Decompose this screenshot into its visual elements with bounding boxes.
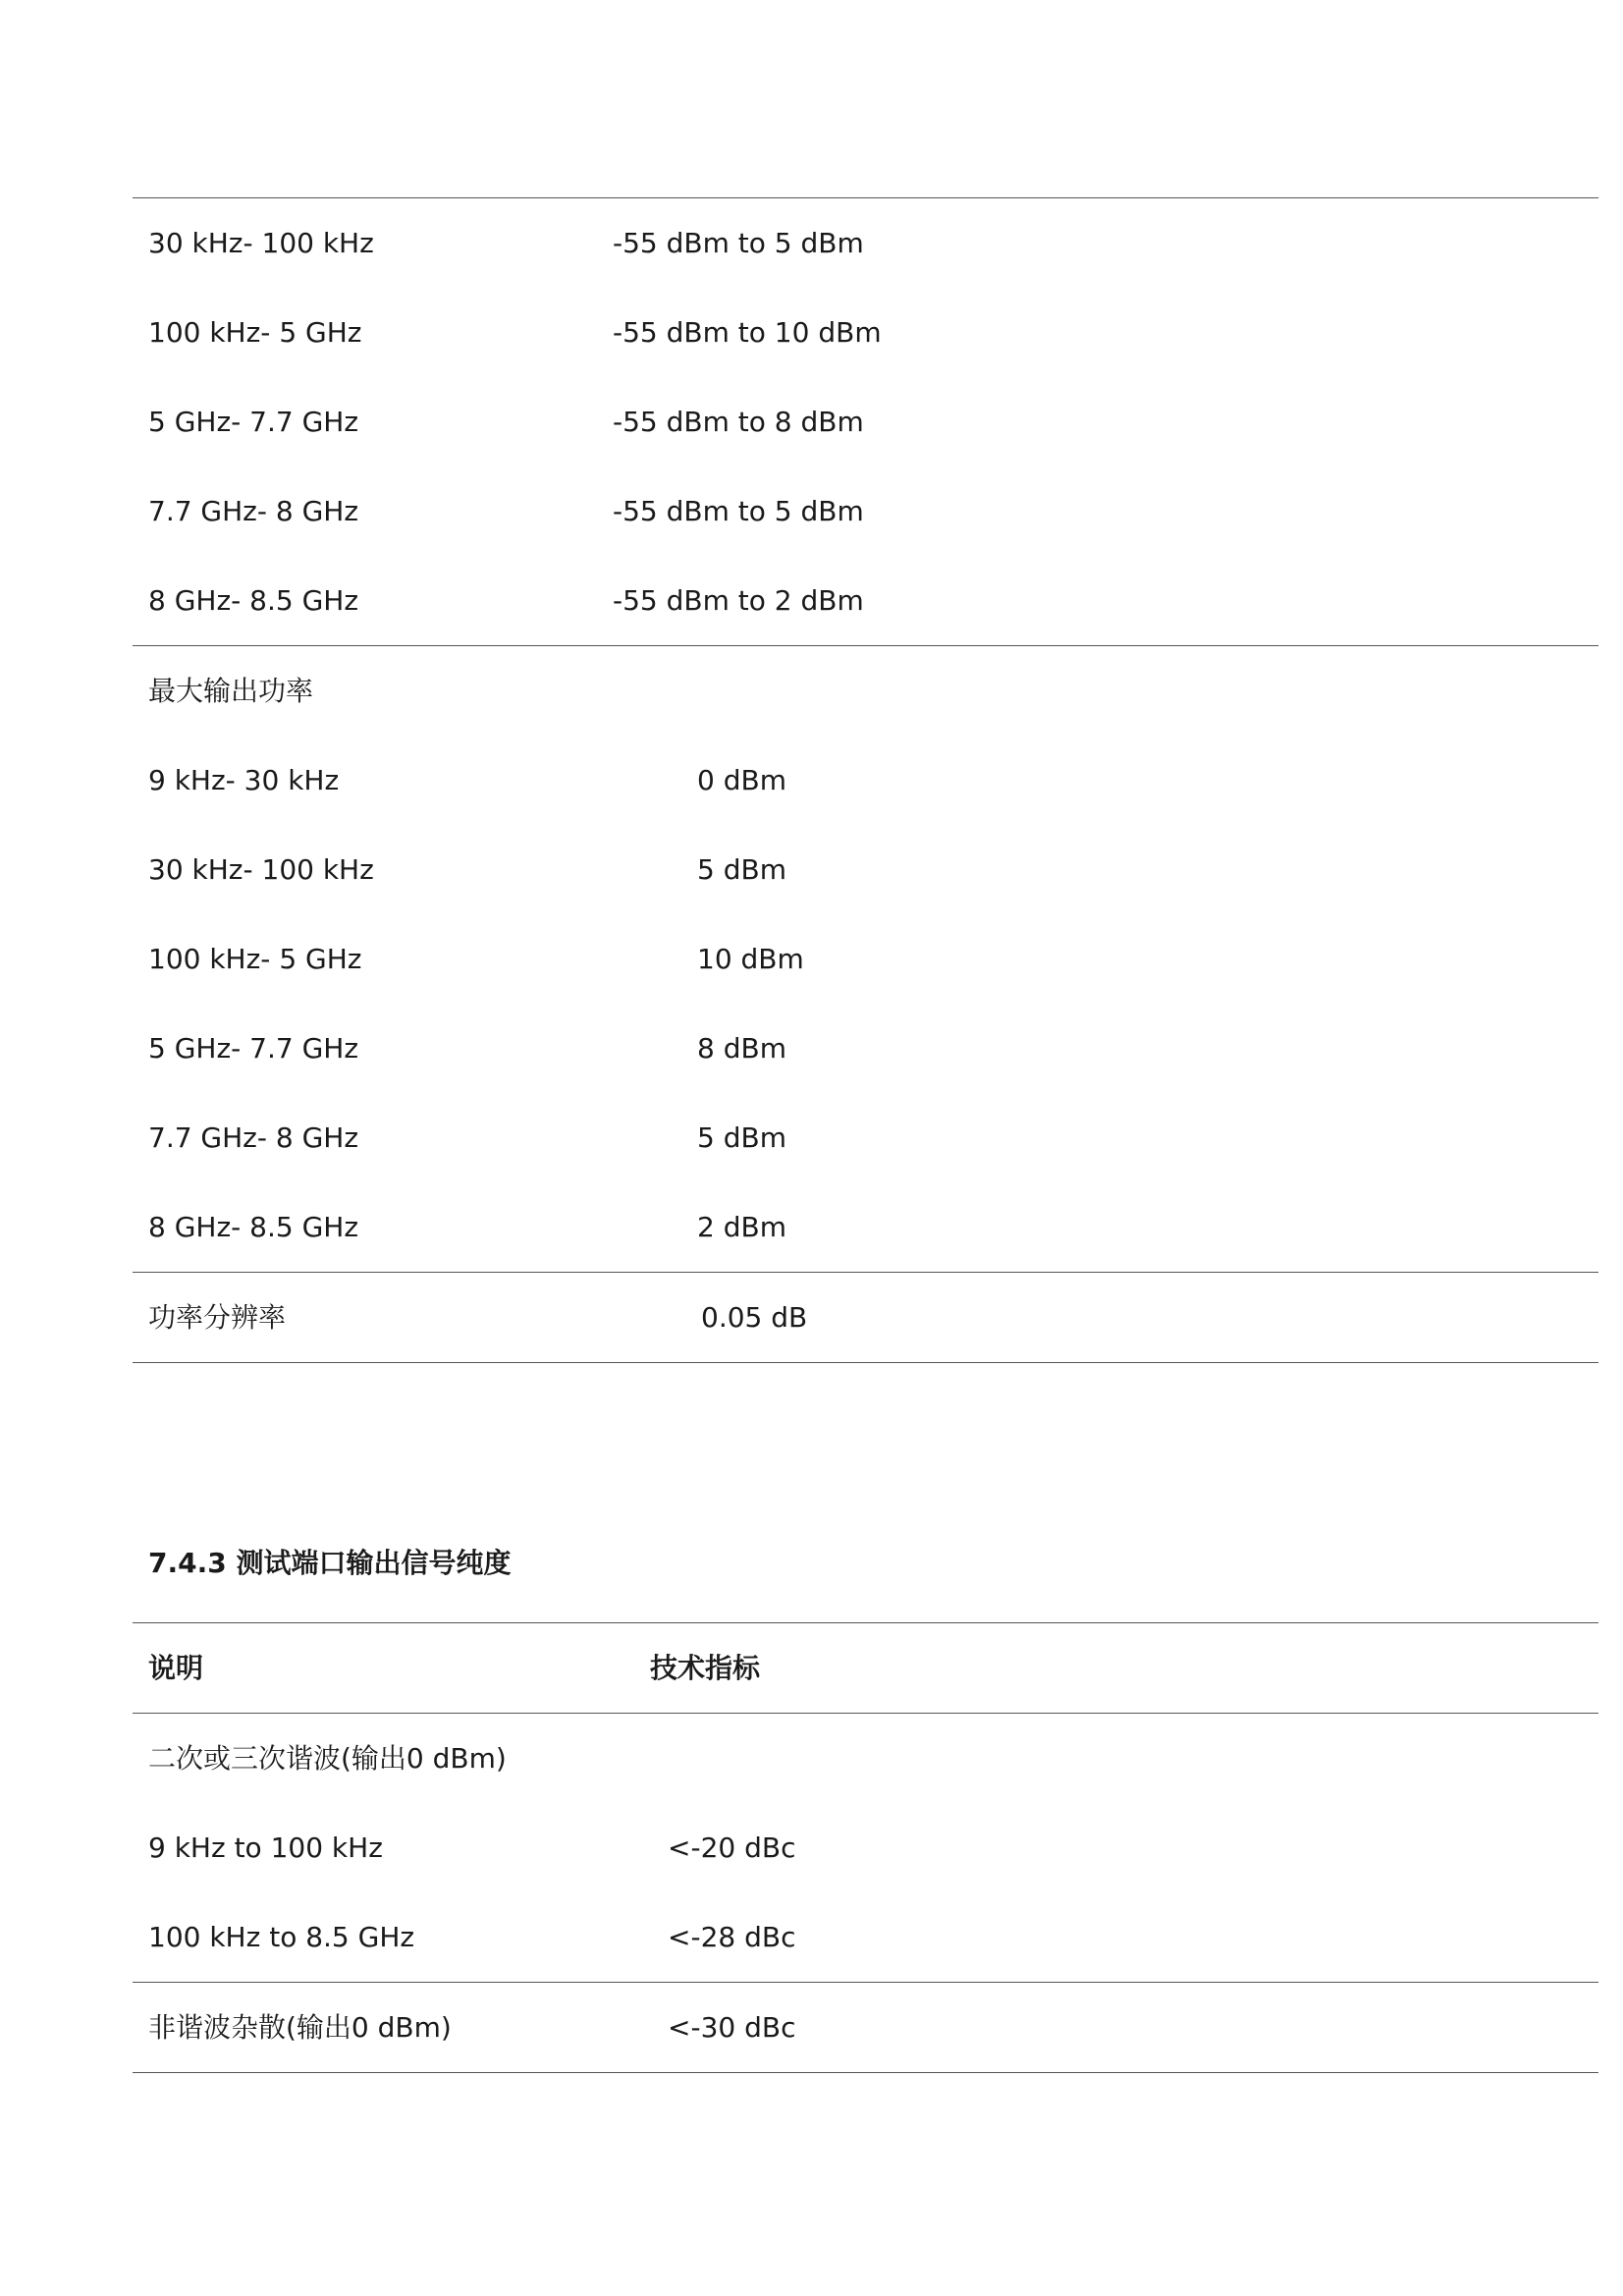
resolution-value: 0.05 dB — [701, 1301, 808, 1334]
range-value: -55 dBm to 5 dBm — [613, 227, 864, 259]
max-power-value: 0 dBm — [697, 764, 786, 796]
range-value: -55 dBm to 8 dBm — [613, 406, 864, 438]
table-row — [0, 288, 1623, 377]
max-power-label: 7.7 GHz- 8 GHz — [148, 1121, 359, 1154]
max-power-value: 5 dBm — [697, 1121, 786, 1154]
table-row — [0, 1004, 1623, 1093]
table-row — [0, 556, 1623, 645]
harmonics-value: <-28 dBc — [668, 1921, 796, 1953]
table-row — [0, 825, 1623, 914]
range-label: 5 GHz- 7.7 GHz — [148, 406, 359, 438]
column-header-spec: 技术指标 — [650, 1652, 761, 1684]
max-power-value: 2 dBm — [697, 1211, 786, 1243]
table-row — [0, 198, 1623, 288]
max-power-value: 8 dBm — [697, 1032, 786, 1065]
harmonics-label: 100 kHz to 8.5 GHz — [148, 1921, 415, 1953]
range-label: 30 kHz- 100 kHz — [148, 227, 374, 259]
group-title-row — [0, 646, 1623, 736]
table-row — [0, 377, 1623, 466]
range-value: -55 dBm to 2 dBm — [613, 584, 864, 617]
max-power-label: 100 kHz- 5 GHz — [148, 943, 362, 975]
harmonics-title: 二次或三次谐波(输出0 dBm) — [148, 1742, 507, 1775]
harmonics-value: <-20 dBc — [668, 1831, 796, 1864]
range-value: -55 dBm to 5 dBm — [613, 495, 864, 527]
max-power-value: 5 dBm — [697, 853, 786, 886]
spurious-label: 非谐波杂散(输出0 dBm) — [148, 2011, 452, 2044]
max-power-label: 8 GHz- 8.5 GHz — [148, 1211, 359, 1243]
resolution-label: 功率分辨率 — [148, 1301, 287, 1334]
table-header-row — [0, 1623, 1623, 1713]
harmonics-label: 9 kHz to 100 kHz — [148, 1831, 383, 1864]
range-label: 100 kHz- 5 GHz — [148, 316, 362, 349]
section-heading: 7.4.3 测试端口输出信号纯度 — [148, 1547, 512, 1579]
table-row — [0, 914, 1623, 1004]
max-power-label: 5 GHz- 7.7 GHz — [148, 1032, 359, 1065]
group-title-row — [0, 1714, 1623, 1803]
max-power-label: 30 kHz- 100 kHz — [148, 853, 374, 886]
spurious-value: <-30 dBc — [668, 2011, 796, 2044]
table-row — [0, 1273, 1623, 1362]
table-row — [0, 1892, 1623, 1982]
column-header-description: 说明 — [148, 1652, 204, 1684]
table-row — [0, 1803, 1623, 1892]
table-row — [0, 466, 1623, 556]
table-row — [0, 736, 1623, 825]
table-rule-bottom — [133, 2072, 1598, 2073]
range-value: -55 dBm to 10 dBm — [613, 316, 882, 349]
table-row — [0, 1093, 1623, 1182]
table-rule-bottom — [133, 1362, 1598, 1363]
table-row — [0, 1983, 1623, 2072]
max-power-value: 10 dBm — [697, 943, 804, 975]
table-row — [0, 1182, 1623, 1272]
max-power-label: 9 kHz- 30 kHz — [148, 764, 340, 796]
range-label: 7.7 GHz- 8 GHz — [148, 495, 359, 527]
range-label: 8 GHz- 8.5 GHz — [148, 584, 359, 617]
max-power-title: 最大输出功率 — [148, 675, 314, 707]
